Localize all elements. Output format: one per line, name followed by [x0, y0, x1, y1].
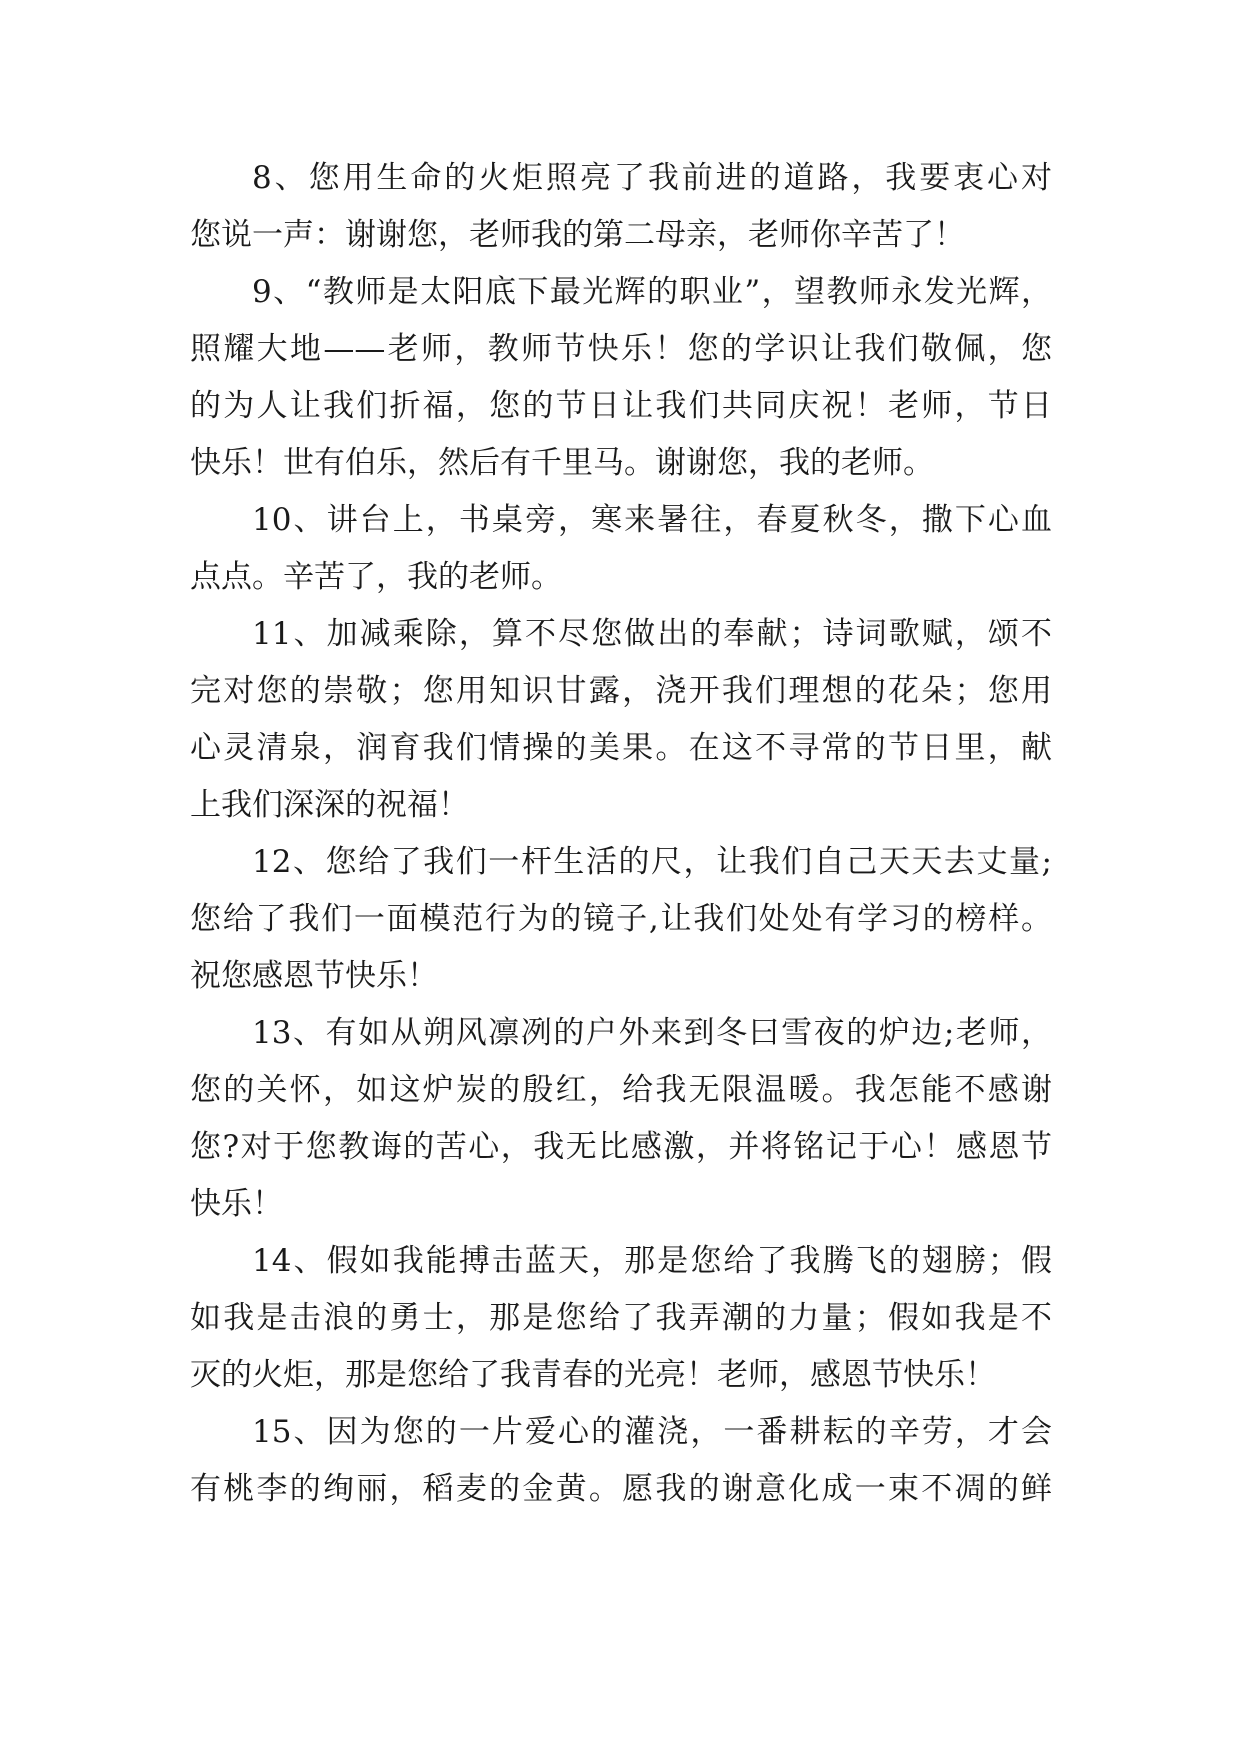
paragraph-12-line-1: 12、您给了我们一杆生活的尺，让我们自己天天去丈量; — [252, 844, 1052, 880]
paragraph-14-line-1: 14、假如我能搏击蓝天，那是您给了我腾飞的翅膀；假 — [252, 1243, 1052, 1279]
paragraph-13-line-3: 您?对于您教诲的苦心，我无比感激，并将铭记于心！感恩节 — [190, 1129, 1052, 1165]
paragraph-11-line-1: 11、加减乘除，算不尽您做出的奉献；诗词歌赋，颂不 — [252, 616, 1052, 652]
paragraph-14-line-2: 如我是击浪的勇士，那是您给了我弄潮的力量；假如我是不 — [190, 1300, 1052, 1336]
paragraph-9-line-1: 9、“教师是太阳底下最光辉的职业”，望教师永发光辉， — [252, 274, 1052, 310]
paragraph-10-line-1: 10、讲台上，书桌旁，寒来暑往，春夏秋冬，撒下心血 — [252, 502, 1052, 538]
paragraph-14-line-3: 灭的火炬，那是您给了我青春的光亮！老师，感恩节快乐！ — [190, 1357, 996, 1393]
paragraph-11-line-3: 心灵清泉，润育我们情操的美果。在这不寻常的节日里，献 — [190, 730, 1052, 766]
paragraph-13-line-2: 您的关怀，如这炉炭的殷红，给我无限温暖。我怎能不感谢 — [190, 1072, 1052, 1108]
paragraph-8-line-1: 8、您用生命的火炬照亮了我前进的道路，我要衷心对 — [252, 160, 1052, 196]
paragraph-15-line-2: 有桃李的绚丽，稻麦的金黄。愿我的谢意化成一束不凋的鲜 — [190, 1471, 1052, 1507]
paragraph-9-line-3: 的为人让我们折福，您的节日让我们共同庆祝！老师，节日 — [190, 388, 1052, 424]
paragraph-9-line-4: 快乐！世有伯乐，然后有千里马。谢谢您，我的老师。 — [190, 445, 934, 481]
paragraph-10-line-2: 点点。辛苦了，我的老师。 — [190, 559, 562, 595]
paragraph-8-line-2: 您说一声：谢谢您，老师我的第二母亲，老师你辛苦了！ — [190, 217, 965, 253]
paragraph-15-line-1: 15、因为您的一片爱心的灌浇，一番耕耘的辛劳，才会 — [252, 1414, 1052, 1450]
paragraph-11-line-4: 上我们深深的祝福！ — [190, 787, 469, 823]
paragraph-13-line-1: 13、有如从朔风凛冽的户外来到冬曰雪夜的炉边;老师， — [252, 1015, 1052, 1051]
paragraph-13-line-4: 快乐！ — [190, 1186, 283, 1222]
paragraph-9-line-2: 照耀大地——老师，教师节快乐！您的学识让我们敬佩，您 — [190, 331, 1052, 367]
paragraph-12-line-2: 您给了我们一面模范行为的镜子,让我们处处有学习的榜样。 — [190, 901, 1052, 937]
paragraph-11-line-2: 完对您的崇敬；您用知识甘露，浇开我们理想的花朵；您用 — [190, 673, 1052, 709]
paragraph-12-line-3: 祝您感恩节快乐！ — [190, 958, 438, 994]
